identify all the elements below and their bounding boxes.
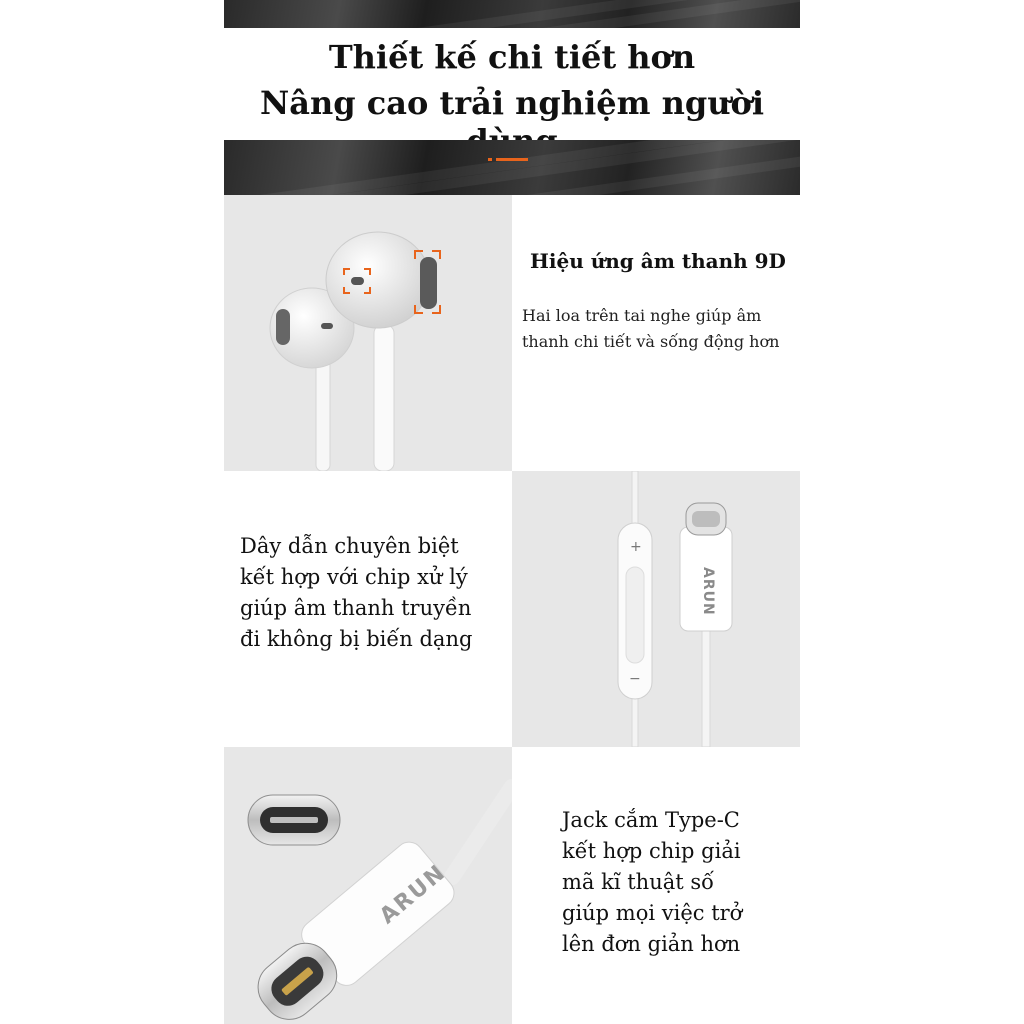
earbuds-image-panel xyxy=(224,195,512,471)
volume-up-icon: + xyxy=(630,539,642,555)
remote-connector-illustration xyxy=(512,471,800,747)
cable-feature-text-3: giúp âm thanh truyền xyxy=(240,596,472,620)
speaker-grill-icon xyxy=(420,257,437,309)
brand-label-plug: ARUN xyxy=(700,567,716,616)
sound-feature-text-1: Hai loa trên tai nghe giúp âm xyxy=(522,306,762,325)
jack-feature-text-5: lên đơn giản hơn xyxy=(562,932,741,956)
sound-feature-title: Hiệu ứng âm thanh 9D xyxy=(530,249,786,273)
cable-feature-text-1: Dây dẫn chuyên biệt xyxy=(240,534,459,558)
jack-feature-panel xyxy=(512,747,800,1024)
connector-image-panel xyxy=(224,747,512,1024)
remote-image-panel xyxy=(512,471,800,747)
jack-feature-text-1: Jack cắm Type-C xyxy=(562,808,740,832)
headline-line-1: Thiết kế chi tiết hơn xyxy=(328,38,696,76)
title-band xyxy=(224,28,800,140)
accent-dash xyxy=(496,158,528,161)
sound-feature-panel xyxy=(512,195,800,471)
cable-feature-panel xyxy=(224,471,512,747)
volume-down-icon: − xyxy=(629,671,641,687)
cable-feature-text-2: kết hợp với chip xử lý xyxy=(240,565,468,589)
wood-banner-top xyxy=(224,0,800,28)
wood-banner-bottom xyxy=(224,140,800,195)
brand-label-connector: ARUN xyxy=(375,859,452,930)
earbuds-illustration xyxy=(224,195,512,471)
type-c-connector-illustration xyxy=(224,747,512,1024)
sound-feature-text-2: thanh chi tiết và sống động hơn xyxy=(522,332,780,351)
jack-feature-text-3: mã kĩ thuật số xyxy=(562,870,714,894)
accent-dot xyxy=(488,158,492,161)
jack-feature-text-4: giúp mọi việc trở xyxy=(562,901,743,925)
jack-feature-text-2: kết hợp chip giải xyxy=(562,839,741,863)
cable-feature-text-4: đi không bị biến dạng xyxy=(240,627,473,651)
headline-line-2: Nâng cao trải nghiệm người xyxy=(260,84,764,122)
product-detail-canvas xyxy=(224,0,800,1024)
speaker-grill-icon xyxy=(276,309,290,345)
